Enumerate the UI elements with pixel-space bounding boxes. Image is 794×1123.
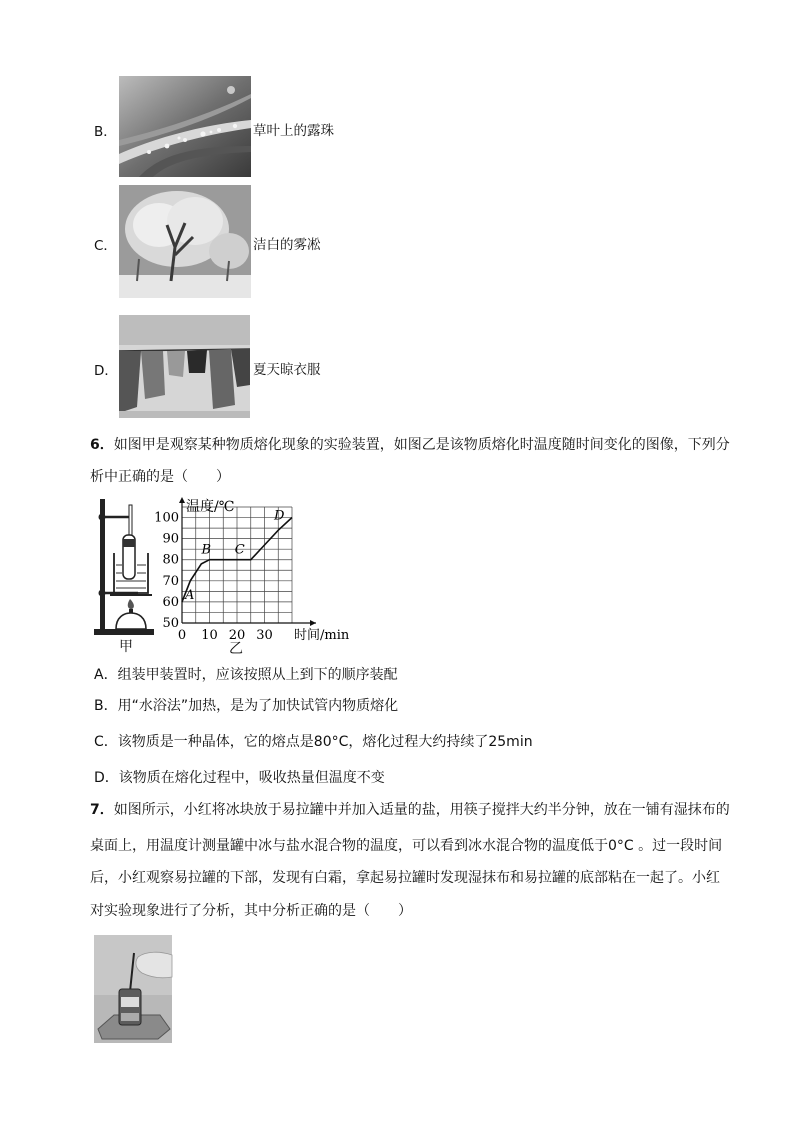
option-b-caption: 草叶上的露珠	[253, 123, 334, 139]
y-tick-label: 90	[162, 531, 179, 547]
y-tick-label: 100	[154, 510, 179, 526]
x-axis-arrow	[310, 620, 316, 626]
q6-number: 6．	[90, 437, 114, 453]
option-b-letter: B．	[94, 124, 117, 140]
graph-caption: 乙	[229, 641, 243, 657]
q6-option-b: B．用“水浴法”加热，是为了加快试管内物质熔化	[94, 698, 399, 714]
laundry-drying-photo	[119, 315, 250, 418]
apparatus-caption: 甲	[119, 639, 133, 655]
option-d-caption: 夏天晾衣服	[253, 362, 321, 378]
q6-option-d: D．该物质在熔化过程中，吸收热量但温度不变	[94, 770, 385, 786]
dew-on-grass-photo	[119, 76, 251, 177]
q7-stem-line3: 后，小红观察易拉罐的下部，发现有白霜，拿起易拉罐时发现湿抹布和易拉罐的底部粘在一起了。小红	[90, 870, 720, 886]
rime-tree-photo	[119, 185, 251, 298]
y-tick-label: 50	[162, 616, 179, 631]
x-tick-label: 0	[177, 628, 187, 643]
point-label: D	[274, 508, 285, 524]
q6-stem-line1: 6．如图甲是观察某种物质熔化现象的实验装置，如图乙是该物质熔化时温度随时间变化的图像，下列分	[90, 437, 730, 453]
point-label: B	[201, 542, 212, 558]
q7-stem-line1: 7．如图所示，小红将冰块放于易拉罐中并加入适量的盐，用筷子搅拌大约半分钟，放在一铺有湿抹布的	[90, 802, 730, 818]
x-tick-label: 30	[256, 628, 273, 643]
y-axis-arrow	[179, 497, 185, 503]
x-axis-label: 时间/min	[294, 628, 350, 643]
q7-stem-line4: 对实验现象进行了分析，其中分析正确的是（ ）	[90, 903, 412, 919]
q6-option-a: A．组装甲装置时，应该按照从上到下的顺序装配	[94, 667, 398, 683]
x-tick-label: 20	[228, 628, 246, 643]
q7-number: 7．	[90, 802, 114, 818]
y-tick-label: 70	[162, 573, 179, 589]
option-d-letter: D．	[94, 363, 118, 379]
can-with-ice-photo	[94, 935, 172, 1043]
point-label: A	[185, 587, 195, 603]
q6-option-c: C．该物质是一种晶体，它的熔点是80°C，熔化过程大约持续了25min	[94, 734, 533, 750]
temperature-time-chart	[154, 495, 350, 655]
q7-stem-line2: 桌面上，用温度计测量罐中冰与盐水混合物的温度，可以看到冰水混合物的温度低于0°C 。过一段时间	[90, 838, 723, 854]
y-tick-label: 80	[162, 552, 179, 568]
y-axis-label: 温度/℃	[186, 499, 235, 515]
point-label: C	[234, 542, 245, 558]
option-c-letter: C．	[94, 238, 117, 254]
q6-stem-line2: 析中正确的是（ ）	[90, 469, 230, 485]
melting-apparatus-figure	[92, 495, 158, 655]
y-tick-label: 60	[162, 594, 179, 610]
option-c-caption: 洁白的雾凇	[253, 237, 321, 253]
x-tick-label: 10	[201, 628, 218, 643]
